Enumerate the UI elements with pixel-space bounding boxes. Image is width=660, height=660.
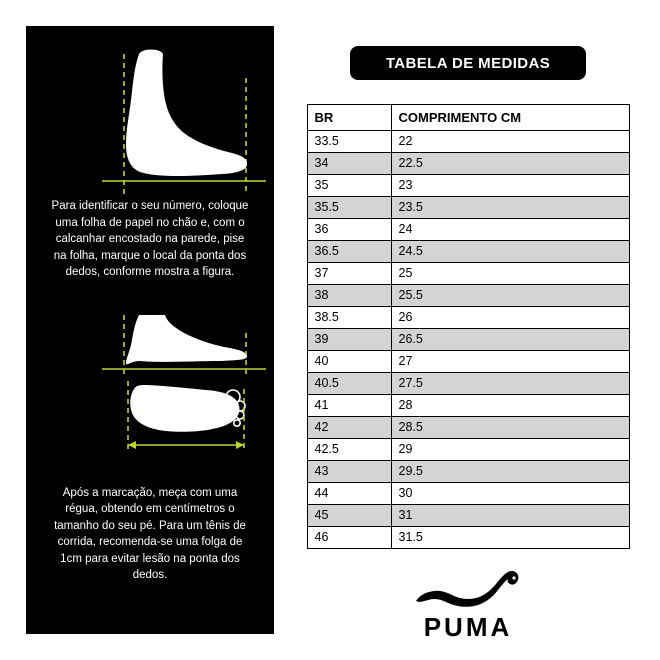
- cell-br: 36.5: [307, 241, 391, 263]
- table-row: [307, 505, 629, 527]
- cell-br: 46: [307, 527, 391, 549]
- cell-length-cm: 29: [391, 439, 629, 461]
- instructions-panel: [26, 26, 274, 634]
- table-row: [307, 329, 629, 351]
- cell-length-cm: 28.5: [391, 417, 629, 439]
- column-header-length: COMPRIMENTO CM: [391, 105, 629, 131]
- table-row: [307, 131, 629, 153]
- size-table-panel: [300, 26, 636, 642]
- cell-length-cm: 24: [391, 219, 629, 241]
- brand-logo: [368, 567, 568, 643]
- table-header-row: [307, 105, 629, 131]
- cell-length-cm: 28: [391, 395, 629, 417]
- cell-length-cm: 30: [391, 483, 629, 505]
- cell-br: 37: [307, 263, 391, 285]
- cell-length-cm: 27: [391, 351, 629, 373]
- foot-measure-illustration-1: [26, 26, 274, 194]
- table-row: [307, 241, 629, 263]
- table-row: [307, 527, 629, 549]
- cell-length-cm: 26: [391, 307, 629, 329]
- table-row: [307, 351, 629, 373]
- cell-length-cm: 25: [391, 263, 629, 285]
- instruction-step-2-text: Após a marcação, meça com uma régua, obtendo em centímetros o tamanho do seu pé. Para um tênis de corrida, recomenda-se uma folga de 1cm para evitar lesão na ponta dos dedos.: [54, 486, 246, 581]
- table-row: [307, 285, 629, 307]
- cell-br: 33.5: [307, 131, 391, 153]
- cell-br: 39: [307, 329, 391, 351]
- table-row: [307, 395, 629, 417]
- page-title: TABELA DE MEDIDAS: [350, 46, 586, 80]
- cell-br: 38.5: [307, 307, 391, 329]
- brand-name: PUMA: [423, 612, 513, 642]
- cell-length-cm: 31: [391, 505, 629, 527]
- table-row: [307, 219, 629, 241]
- cell-br: 40.5: [307, 373, 391, 395]
- cell-length-cm: 24.5: [391, 241, 629, 263]
- cell-length-cm: 22.5: [391, 153, 629, 175]
- cell-length-cm: 22: [391, 131, 629, 153]
- table-row: [307, 197, 629, 219]
- cell-length-cm: 26.5: [391, 329, 629, 351]
- cell-br: 38: [307, 285, 391, 307]
- table-row: [307, 373, 629, 395]
- cell-br: 35: [307, 175, 391, 197]
- cell-br: 45: [307, 505, 391, 527]
- cell-length-cm: 29.5: [391, 461, 629, 483]
- table-row: [307, 307, 629, 329]
- table-row: [307, 417, 629, 439]
- cell-length-cm: 23: [391, 175, 629, 197]
- cell-br: 36: [307, 219, 391, 241]
- cell-length-cm: 23.5: [391, 197, 629, 219]
- cell-br: 35.5: [307, 197, 391, 219]
- foot-measure-illustration-2: [26, 311, 274, 479]
- cell-br: 43: [307, 461, 391, 483]
- cell-br: 42: [307, 417, 391, 439]
- puma-cat-icon: [408, 567, 528, 611]
- cell-br: 44: [307, 483, 391, 505]
- table-row: [307, 483, 629, 505]
- instruction-step-1-text: Para identificar o seu número, coloque uma folha de papel no chão e, com o calcanhar encostado na parede, pise na folha, marque o local da ponta dos dedos, conforme mostra a figura.: [51, 200, 249, 278]
- table-row: [307, 153, 629, 175]
- size-table: [307, 104, 630, 549]
- cell-length-cm: 27.5: [391, 373, 629, 395]
- column-header-br: BR: [307, 105, 391, 131]
- cell-br: 41: [307, 395, 391, 417]
- table-row: [307, 263, 629, 285]
- table-row: [307, 175, 629, 197]
- table-row: [307, 439, 629, 461]
- panel-spacer: [26, 281, 274, 311]
- cell-br: 42.5: [307, 439, 391, 461]
- cell-br: 34: [307, 153, 391, 175]
- cell-br: 40: [307, 351, 391, 373]
- table-row: [307, 461, 629, 483]
- cell-length-cm: 25.5: [391, 285, 629, 307]
- cell-length-cm: 31.5: [391, 527, 629, 549]
